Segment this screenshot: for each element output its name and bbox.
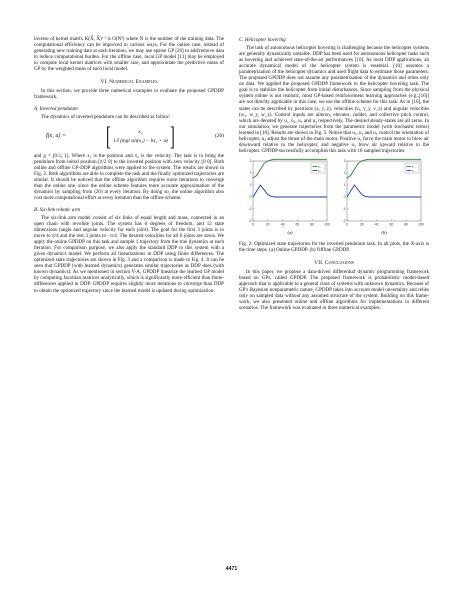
y-tick-label: 2	[343, 171, 346, 176]
right-bracket: ]	[169, 121, 175, 151]
x-tick-label: 60	[389, 222, 394, 227]
y-tick-label: -2	[342, 219, 346, 224]
y-tick-label: 1	[343, 183, 346, 188]
x-tick-label: 60	[295, 222, 300, 227]
y-tick-label: 1	[249, 183, 252, 188]
x-tick-label: 40	[280, 222, 285, 227]
subfigure-label: (b)	[381, 229, 387, 235]
section-6-intro: In this section, we provide three numerical examples to evaluate the proposed GPDDP framework.	[34, 88, 224, 101]
figure-2	[239, 157, 429, 239]
figure-2b-plot	[337, 157, 425, 239]
x-tick-label: 20	[265, 222, 270, 227]
subsection-a-paragraph-2: and g = [0.5; 1]. Where x₁ is the position and x₂ is the velocity. The task is to bring the pendulum from initial position [π/2 0] to the inverted position with zero velocity [0 0]. Both online and offline GP-DDP algorithms were applied to the system. The results are shown in Fig. 2. Both algorithms are able to complete the task and the finally optimized trajectories are similar. It should be noticed that the offline algorithm requires more iterations to converge than the online one, since the online scheme features more accurate approximation of the dynamics by sampling from (20) at every iteration. By doing so, the online algorithm also cost more computational effort at every iteration than the offline scheme.	[34, 152, 224, 201]
x-tick-label: 100	[418, 222, 424, 227]
y-tick-label: -1	[342, 207, 346, 212]
right-column	[239, 36, 429, 311]
y-tick-label: 3	[249, 159, 252, 164]
x-tick-label: 80	[310, 222, 315, 227]
subsection-b-title: B. Six-link robotic arm	[34, 206, 81, 213]
y-tick-label: 0	[249, 195, 252, 200]
equation-lhs: f(x, u) =	[46, 133, 66, 140]
equation-row-1: x₂	[138, 128, 143, 135]
legend-label: x₂	[412, 168, 415, 173]
subsection-a-title: A. Inverted pendulum	[34, 106, 78, 113]
subfigure-label: (a)	[287, 229, 293, 235]
x-tick-label: 100	[324, 222, 330, 227]
y-tick-label: -1	[248, 207, 252, 212]
conclusions-paragraph: In this paper, we propose a data-driven differential dynamic programming framework based on GPs, called GPDDP. The proposed framework is probabilistic model-based approach that is applicable to a general class of systems with unknown dynamics. Because of GP's Bayesian nonparametric nature, GPDDP takes into account model uncertainty and relies only on sampled data without any assumed structure of the system. Building on this frame-work, we also presented online and offline algorithms for implementations in different scenarios. The framework was evaluated in three numerical examples.	[239, 269, 429, 312]
y-tick-label: 2	[249, 171, 252, 176]
page-number: 4471	[225, 566, 238, 572]
x-tick-label: 40	[374, 222, 379, 227]
section-6-title: VI. Numerical Examples	[100, 79, 158, 86]
legend-label: x₁	[412, 164, 415, 169]
figure-2a-plot	[243, 157, 331, 239]
x-tick-label: 80	[404, 222, 409, 227]
left-column	[34, 36, 224, 294]
subsection-c-title: C. Helicopter hovering	[239, 37, 286, 43]
figure-2-caption: Fig. 2: Optimized state trajectories for the inverted pendulum task. In all plots, the X-axis is the time steps. (a) Online GPDDP. (b) Offline GPDDP.	[239, 240, 429, 253]
x-tick-label: 0	[252, 222, 254, 227]
x-tick-label: 20	[359, 222, 364, 227]
intro-paragraph: inverse of kernel matrix K(X̃, X̃)⁻¹ is O(N³) where N is the number of the training data. The computational efficiency can be improved in various ways. For the online case, instead of generating new training data at each iteration, we may use sparse GP [20] to add/remove data to reduce computational burden. For the offline case, local GP model [13] may be employed to compute local kernel matrices with smaller size, and approximate the predictive mean of GP by the weighted mean of each local model.	[34, 36, 224, 73]
legend-label: x₂	[318, 168, 321, 173]
left-bracket: [	[106, 121, 112, 151]
equation-20	[34, 121, 224, 151]
y-tick-label: 3	[343, 159, 346, 164]
equation-row-2: 1/I (mgl sin(x₁) − bx₂ + u)	[113, 137, 168, 144]
equation-matrix	[104, 121, 176, 151]
subsection-c-paragraph: The task of autonomous helicopter hovering is challenging because the helicopter systems are generally dynamically unstable. DDP has been used for autonomous helicopter tasks such as hovering and achieved state-of-the-art performances [10]. As most DDP applications, an accurate dynamical model of the helicopter system is essential. [10] assumes a parametrization of the helicopter dynamics and used flight data to estimate those parameters. The proposed GPDDP does not assume any parametrization of the dynamics and relies only on data. We applied the proposed GPDDP framework to the helicopter hovering task. The goal is to stabilize the helicopter from initial disturbances. Since sampling from the physical system online is not realistic, most GP-based reinforcement learning approaches (e.g.,[16]) are not directly applicable in this case, we use the offline scheme for this task. As in [10], the states can be described by positions (x, y, z), velocities (vₓ, v_y, v_z) and angular velocities (wₓ, w_y, w_z). Control inputs are aileron, elevator, rudder, and collective pitch control, which are denoted by u₁, u₂, u₃ and u₄ respectively. The desired steady-states are all zeros. In our simulation, we generate trajectories from the parametric model (with stochastic terms) learned in [10]. Results are shown in Fig. 5. Notice that u₁, u₂ and u₃ control the orientation of helicopter, u₄ adjust the thrust of the main motor. Positive u₄ force the main motor to blow air downward relative to the helicopter, and negative u₄ blow air upward relative to the helicopter. GPDDP successfully accomplish this task with 10 sampled trajectories.	[239, 45, 430, 154]
subsection-a-paragraph-1: The dynamics of inverted pendulum can be described as follow:	[41, 114, 171, 121]
x-tick-label: 0	[346, 222, 348, 227]
equation-number: (20)	[215, 133, 224, 140]
legend-label: x₁	[318, 164, 321, 169]
section-7-title: VII. Conclusions	[314, 259, 354, 266]
y-tick-label: -2	[248, 219, 252, 224]
subsection-b-paragraph: The six-link arm model consist of six links of equal length and mass, connected in an open chain with revolute joints. The system has 6 degrees of freedom, and 12 state dimensions (angle and angular velocity for each joint). The goal for the first 3 joints is to move to π/4 and the rest 3 joints to −π/4. The desired velocities for all 6 joints are zeros. We apply the online GPDDP on this task and sample 1 trajectory from the true dynamics at each iteration. For comparison purpose, we also apply the standard DDP to this system with a given dynamics model. We perform all linearizations in DDP using finite differences. The optimized state trajectories are shown in Fig. 3 and a comparison is made in Fig. 4. It can be seen that GPDDP (with learned dynamics) generates similar trajectories as DDP does (with known dynamics). As we mentioned in section V-A, GPDDP linearize the learned GP model by computing Jacobian matrices analytically, which is significantly more efficient than finite-differences applied in DDP. GPDDP requires slightly more iterations to converge than DDP to obtain the optimized trajectory since the learned model is updated during optimization.	[34, 214, 224, 294]
y-tick-label: 0	[343, 195, 346, 200]
